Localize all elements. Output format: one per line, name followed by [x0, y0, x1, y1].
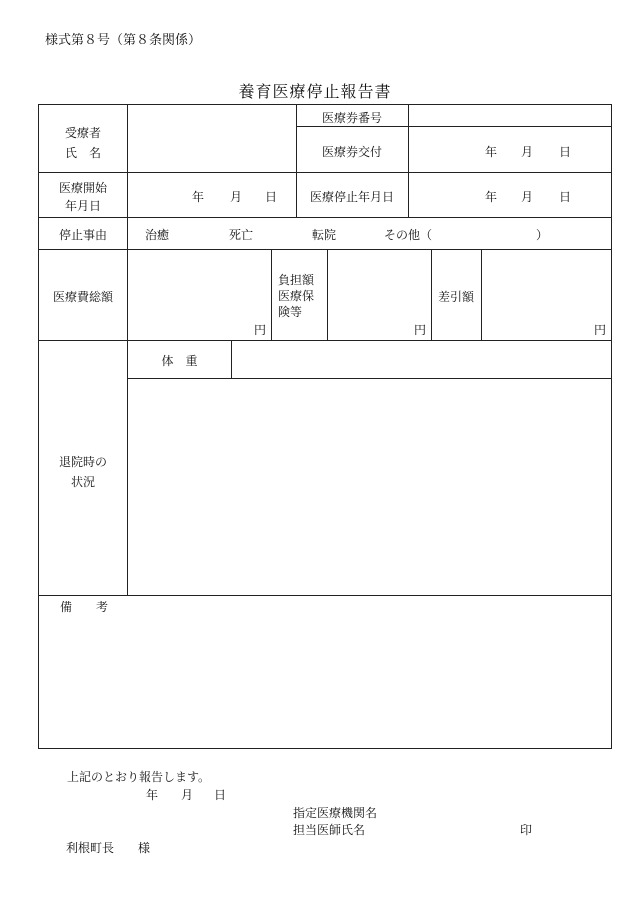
total-cost-field[interactable]: [128, 250, 271, 340]
ticket-number-field[interactable]: [409, 105, 611, 126]
remarks-field[interactable]: [39, 615, 611, 747]
form-title: 養育医療停止報告書: [238, 82, 392, 101]
reason-option-death[interactable]: 死亡: [229, 228, 254, 242]
balance-label: 差引額: [437, 290, 474, 304]
report-date-year: 年: [146, 788, 159, 802]
reason-option-transfer[interactable]: 転院: [312, 228, 337, 242]
stop-reason-label: 停止事由: [58, 228, 107, 242]
stop-date-field[interactable]: 年 月 日: [485, 190, 572, 204]
burden-field[interactable]: [328, 250, 431, 340]
discharge-status-label: 退院時の 状況: [58, 455, 107, 489]
ticket-issue-label: 医療券交付: [321, 145, 382, 159]
reason-other-field[interactable]: [432, 227, 532, 243]
weight-field[interactable]: [232, 341, 611, 378]
weight-label: 体 重: [161, 354, 198, 368]
ticket-number-label: 医療券番号: [321, 111, 382, 125]
reason-option-other[interactable]: その他（: [384, 228, 433, 242]
reason-option-cured[interactable]: 治癒: [145, 228, 170, 242]
yen-unit: 円: [413, 323, 426, 337]
remarks-label: 備 考: [60, 600, 109, 614]
yen-unit: 円: [253, 323, 266, 337]
balance-field[interactable]: [482, 250, 611, 340]
total-cost-label: 医療費総額: [52, 290, 113, 304]
institution-name-label: 指定医療機関名: [293, 806, 378, 820]
addressee: 利根町長 様: [66, 841, 151, 855]
start-date-field[interactable]: 年 月 日: [192, 190, 278, 204]
report-date-month: 月: [181, 788, 194, 802]
start-date-label: 医療開始 年月日: [58, 181, 107, 213]
burden-label: 負担額 医療保 険等: [278, 273, 315, 319]
form-number: 様式第８号（第８条関係）: [45, 33, 202, 48]
stop-date-label: 医療停止年月日: [309, 190, 394, 204]
patient-name-field[interactable]: [128, 105, 296, 172]
patient-name-label: 受療者 氏 名: [64, 126, 101, 160]
yen-unit: 円: [593, 323, 606, 337]
report-statement: 上記のとおり報告します。: [67, 770, 211, 784]
seal-mark: 印: [520, 823, 533, 837]
ticket-issue-date-field[interactable]: 年 月 日: [485, 145, 572, 159]
report-date-day: 日: [214, 788, 227, 802]
doctor-name-label: 担当医師氏名: [293, 823, 366, 837]
reason-close-paren: ）: [536, 228, 549, 242]
discharge-status-field[interactable]: [128, 379, 611, 595]
